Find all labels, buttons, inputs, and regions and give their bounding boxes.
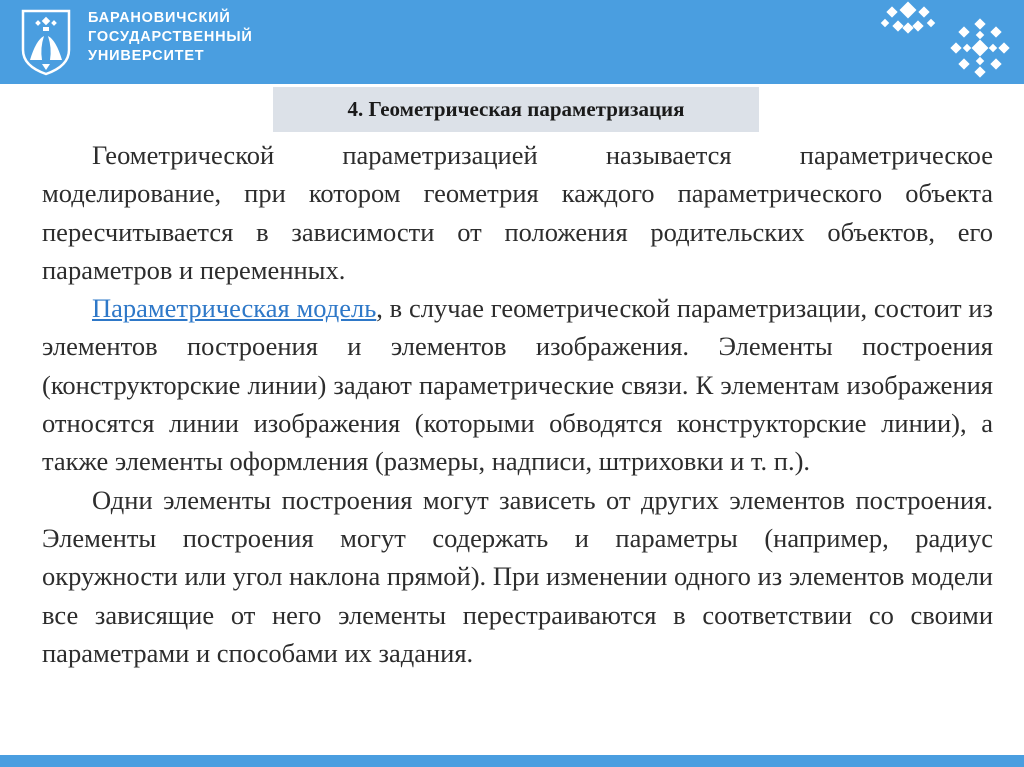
university-name-line-3: УНИВЕРСИТЕТ (88, 48, 205, 64)
snowflake-ornament-icon (880, 0, 936, 40)
slide-title: 4. Геометрическая параметризация (347, 97, 685, 121)
header-bar (0, 0, 1024, 84)
footer-bar (0, 755, 1024, 767)
university-emblem-icon (20, 8, 72, 76)
university-name (88, 9, 253, 66)
paragraph-3: Одни элементы построения могут зависеть от других элементов построения. Элементы построения могут содержать и параметры (например, радиус окружности или угол наклона прямой). При изменении одного из элементов модели все зависящие от него элементы перестраиваются в соответствии со своими параметрами и способами их задания. (42, 484, 993, 668)
snowflake-ornament-icon (948, 16, 1012, 80)
parametric-model-link[interactable]: Параметрическая модель (92, 293, 377, 324)
paragraph-2-text: , в случае геометрической параметризации, состоит из элементов построения и элементов изображения. Элементы построения (конструкторские линии) задают параметрические связи. К элементам изображения относятся линии изображения (которыми обводятся конструкторские линии), а также элементы оформления (размеры, надписи, штриховки и т. п.). (42, 293, 993, 477)
paragraph-2 (42, 289, 993, 480)
slide-title-box (273, 87, 759, 132)
slide-body (42, 136, 993, 672)
paragraph-1: Геометрической параметризацией называется параметрическое моделирование, при котором геометрия каждого параметрического объекта пересчитывается в зависимости от положения родительских объектов, его параметров и переменных. (42, 140, 993, 285)
university-name-line-2: ГОСУДАРСТВЕННЫЙ (88, 29, 253, 45)
university-name-line-1: БАРАНОВИЧСКИЙ (88, 10, 231, 26)
